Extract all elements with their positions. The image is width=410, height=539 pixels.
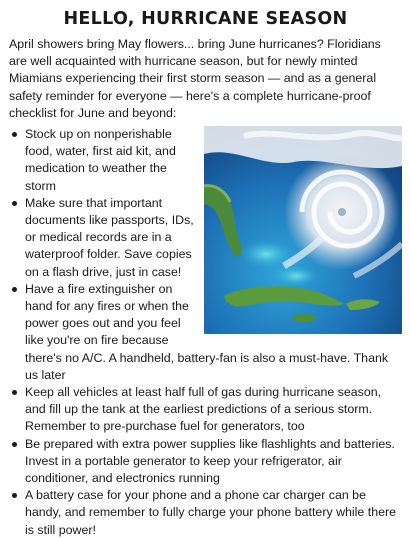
hurricane-checklist bbox=[9, 126, 402, 539]
bullet-icon bbox=[12, 201, 17, 206]
bullet-icon bbox=[12, 442, 17, 447]
list-item: Make sure that important documents like passports, IDs, or medical records are in a waterproof folder. Save copies on a flash drive, just in case! bbox=[9, 195, 402, 281]
list-item: Have a fire extinguisher on hand for any fires or when the power goes out and you feel like you're on fire because there's no A/C. A handheld, battery-fan is also a must-have. Thank us later bbox=[9, 281, 402, 384]
bullet-icon bbox=[12, 132, 17, 137]
bullet-icon bbox=[12, 493, 17, 498]
article-intro: April showers bring May flowers... bring June hurricanes? Floridians are well acquainted with hurricane season, but for newly minted Miamians experiencing their first storm season — and as a general safety reminder for everyone — here's a complete hurricane-proof checklist for June and beyond: bbox=[9, 37, 381, 120]
bullet-icon bbox=[12, 390, 17, 395]
list-item: Keep all vehicles at least half full of gas during hurricane season, and fill up the tank at the earliest predictions of a serious storm. Remember to pre-purchase fuel for generators, too bbox=[9, 384, 402, 436]
list-item: Be prepared with extra power supplies like flashlights and batteries. Invest in a portable generator to keep your refrigerator, air conditioner, and electronics running bbox=[9, 436, 402, 488]
list-item: A battery case for your phone and a phone car charger can be handy, and remember to fully charge your phone battery while there is still power! bbox=[9, 487, 402, 539]
article-title: HELLO, HURRICANE SEASON bbox=[63, 9, 348, 29]
list-item: Stock up on nonperishable food, water, first aid kit, and medication to weather the storm bbox=[9, 126, 402, 195]
bullet-icon bbox=[12, 287, 17, 292]
